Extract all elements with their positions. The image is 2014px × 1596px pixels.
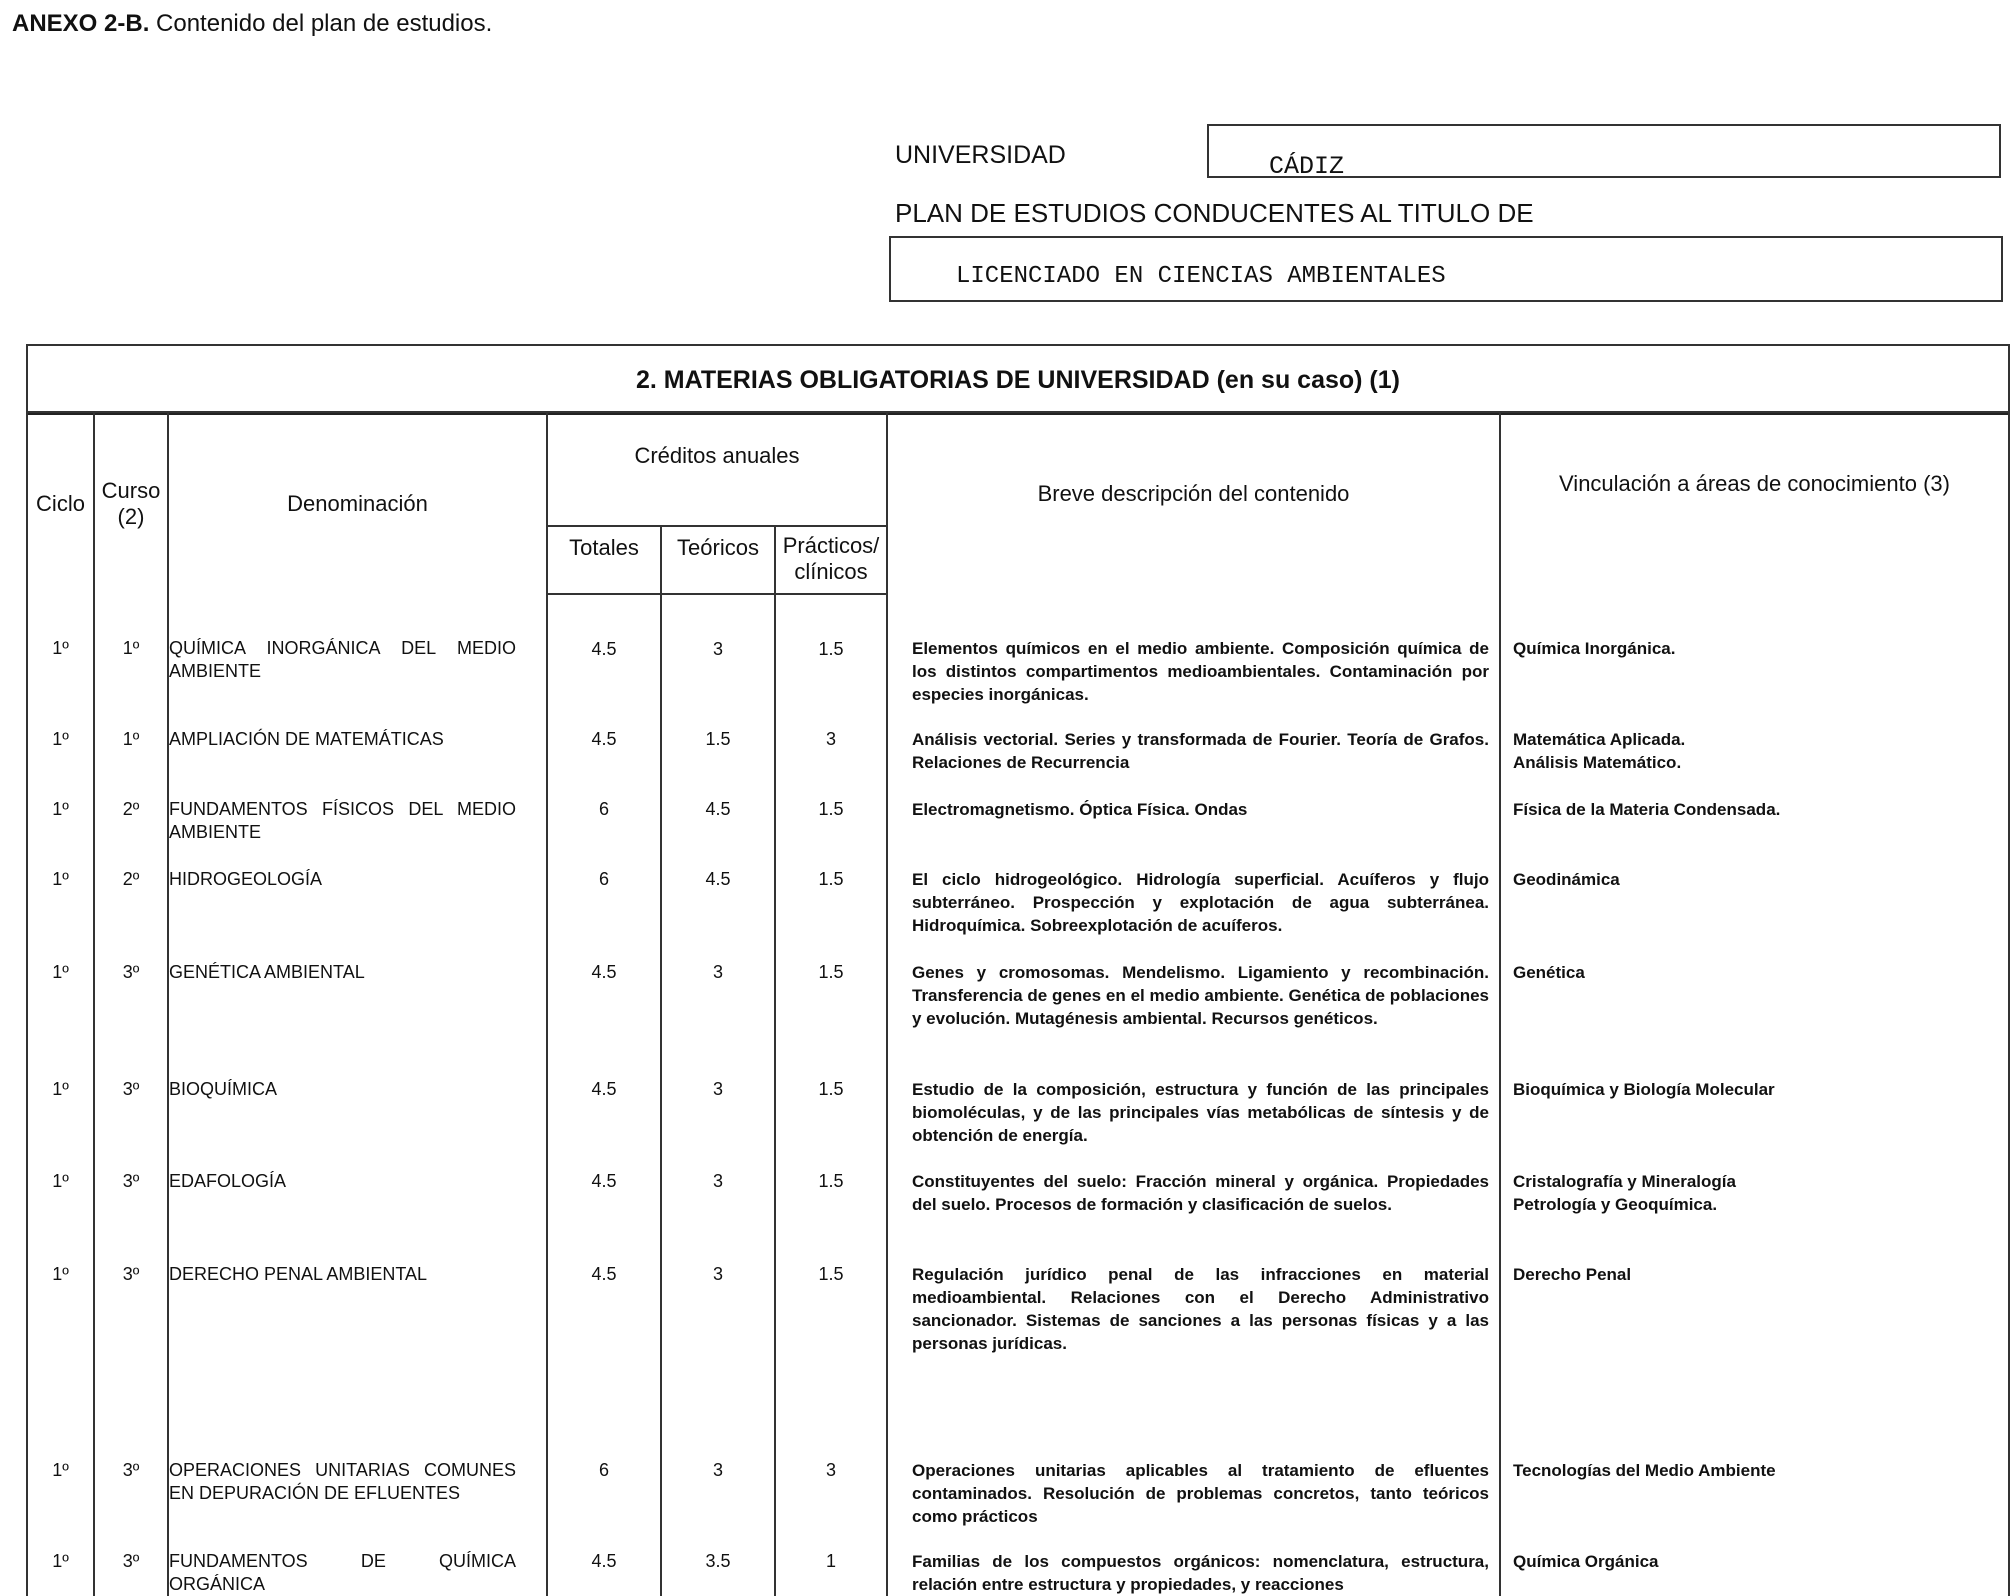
- cell-area: Física de la Materia Condensada.: [1500, 776, 2009, 846]
- col-totales: Totales: [547, 526, 661, 594]
- cell-practicos: 1.5: [775, 1241, 887, 1391]
- table-row: [27, 594, 2009, 706]
- col-descripcion: Breve descripción del contenido: [887, 412, 1500, 594]
- cell-denominacion: QUÍMICA INORGÁNICA DEL MEDIO AMBIENTE: [168, 594, 547, 706]
- table-row: [27, 706, 2009, 776]
- cell-descripcion: Electromagnetismo. Óptica Física. Ondas: [887, 776, 1500, 846]
- plan-label: PLAN DE ESTUDIOS CONDUCENTES AL TITULO DE: [895, 198, 1534, 228]
- col-vinculacion: Vinculación a áreas de conocimiento (3): [1500, 412, 2009, 594]
- section-title: 2. MATERIAS OBLIGATORIAS DE UNIVERSIDAD (en su caso) (1): [636, 366, 1400, 394]
- cell-practicos: 3: [775, 706, 887, 776]
- cell-denominacion: BIOQUÍMICA: [168, 1056, 547, 1148]
- cell-practicos: 1.5: [775, 939, 887, 1056]
- cell-ciclo: 1º: [27, 1241, 94, 1391]
- cell-ciclo: 1º: [27, 706, 94, 776]
- cell-practicos: 1.5: [775, 594, 887, 706]
- cell-totales: 4.5: [547, 594, 661, 706]
- cell-denominacion: FUNDAMENTOS DE QUÍMICA ORGÁNICA: [168, 1528, 547, 1596]
- cell-denominacion: OPERACIONES UNITARIAS COMUNES EN DEPURACIÓN DE EFLUENTES: [168, 1391, 547, 1528]
- cell-curso: 3º: [94, 1056, 168, 1148]
- col-curso: Curso (2): [94, 412, 168, 594]
- cell-totales: 4.5: [547, 1056, 661, 1148]
- annex-heading: [12, 10, 492, 38]
- cell-practicos: 1.5: [775, 776, 887, 846]
- annex-label: ANEXO 2-B.: [12, 10, 150, 37]
- cell-curso: 2º: [94, 846, 168, 939]
- cell-curso: 3º: [94, 1391, 168, 1528]
- table-row: [27, 1056, 2009, 1148]
- cell-descripcion: Estudio de la composición, estructura y función de las principales biomoléculas, y de las principales vías metabólicas de síntesis y de obtención de energía.: [887, 1056, 1500, 1148]
- cell-area: Genética: [1500, 939, 2009, 1056]
- col-ciclo: Ciclo: [27, 412, 94, 594]
- cell-ciclo: 1º: [27, 1391, 94, 1528]
- cell-descripcion: Operaciones unitarias aplicables al tratamiento de efluentes contaminados. Resolución de problemas concretos, tanto teóricos como prácticos: [887, 1391, 1500, 1528]
- cell-area: Bioquímica y Biología Molecular: [1500, 1056, 2009, 1148]
- table-row: [27, 939, 2009, 1056]
- cell-area: Matemática Aplicada. Análisis Matemático.: [1500, 706, 2009, 776]
- degree-value: LICENCIADO EN CIENCIAS AMBIENTALES: [956, 263, 1446, 290]
- cell-teoricos: 3: [661, 939, 775, 1056]
- cell-totales: 4.5: [547, 706, 661, 776]
- cell-teoricos: 4.5: [661, 776, 775, 846]
- cell-descripcion: El ciclo hidrogeológico. Hidrología superficial. Acuíferos y flujo subterráneo. Prospección y explotación de agua subterránea. Hidroquímica. Sobreexplotación de acuíferos.: [887, 846, 1500, 939]
- cell-curso: 3º: [94, 1241, 168, 1391]
- university-label: UNIVERSIDAD: [895, 141, 1066, 169]
- cell-area: Química Orgánica: [1500, 1528, 2009, 1596]
- cell-area: Cristalografía y Mineralogía Petrología y Geoquímica.: [1500, 1148, 2009, 1241]
- cell-practicos: 1.5: [775, 1148, 887, 1241]
- cell-teoricos: 3: [661, 1148, 775, 1241]
- cell-teoricos: 3: [661, 1391, 775, 1528]
- university-value: CÁDIZ: [1269, 152, 1345, 181]
- cell-curso: 3º: [94, 939, 168, 1056]
- cell-ciclo: 1º: [27, 1528, 94, 1596]
- cell-curso: 2º: [94, 776, 168, 846]
- cell-ciclo: 1º: [27, 939, 94, 1056]
- cell-curso: 1º: [94, 594, 168, 706]
- cell-area: Química Inorgánica.: [1500, 594, 2009, 706]
- cell-ciclo: 1º: [27, 776, 94, 846]
- cell-teoricos: 3: [661, 1056, 775, 1148]
- cell-area: Tecnologías del Medio Ambiente: [1500, 1391, 2009, 1528]
- cell-totales: 6: [547, 776, 661, 846]
- table-row: [27, 846, 2009, 939]
- cell-teoricos: 1.5: [661, 706, 775, 776]
- cell-area: Derecho Penal: [1500, 1241, 2009, 1391]
- col-creditos: Créditos anuales: [547, 412, 887, 526]
- cell-totales: 4.5: [547, 1241, 661, 1391]
- table-row: [27, 1528, 2009, 1596]
- cell-descripcion: Constituyentes del suelo: Fracción mineral y orgánica. Propiedades del suelo. Procesos de formación y clasificación de suelos.: [887, 1148, 1500, 1241]
- cell-ciclo: 1º: [27, 594, 94, 706]
- cell-totales: 4.5: [547, 1528, 661, 1596]
- cell-ciclo: 1º: [27, 846, 94, 939]
- cell-curso: 3º: [94, 1148, 168, 1241]
- cell-teoricos: 3: [661, 594, 775, 706]
- col-practicos: Prácticos/ clínicos: [775, 526, 887, 594]
- university-field: [1207, 124, 2001, 181]
- cell-practicos: 3: [775, 1391, 887, 1528]
- degree-field: [889, 236, 2003, 302]
- cell-teoricos: 3.5: [661, 1528, 775, 1596]
- annex-text: Contenido del plan de estudios.: [156, 10, 493, 37]
- cell-descripcion: Familias de los compuestos orgánicos: nomenclatura, estructura, relación entre estructura y propiedades, y reacciones: [887, 1528, 1500, 1596]
- cell-ciclo: 1º: [27, 1148, 94, 1241]
- table-row: [27, 1391, 2009, 1528]
- cell-practicos: 1.5: [775, 846, 887, 939]
- cell-descripcion: Elementos químicos en el medio ambiente. Composición química de los distintos compartimentos medioambientales. Contaminación por especies inorgánicas.: [887, 594, 1500, 706]
- cell-denominacion: GENÉTICA AMBIENTAL: [168, 939, 547, 1056]
- cell-ciclo: 1º: [27, 1056, 94, 1148]
- cell-teoricos: 4.5: [661, 846, 775, 939]
- col-teoricos: Teóricos: [661, 526, 775, 594]
- cell-totales: 4.5: [547, 939, 661, 1056]
- table-row: [27, 1148, 2009, 1241]
- cell-denominacion: FUNDAMENTOS FÍSICOS DEL MEDIO AMBIENTE: [168, 776, 547, 846]
- cell-area: Geodinámica: [1500, 846, 2009, 939]
- cell-curso: 1º: [94, 706, 168, 776]
- section-title-box: [26, 344, 2010, 415]
- cell-denominacion: EDAFOLOGÍA: [168, 1148, 547, 1241]
- cell-teoricos: 3: [661, 1241, 775, 1391]
- col-denominacion: Denominación: [168, 412, 547, 594]
- cell-descripcion: Regulación jurídico penal de las infracciones en material medioambiental. Relaciones con el Derecho Administrativo sancionador. Sistemas de sanciones a las personas físicas y a las personas jurídicas.: [887, 1241, 1500, 1391]
- cell-totales: 6: [547, 846, 661, 939]
- cell-denominacion: AMPLIACIÓN DE MATEMÁTICAS: [168, 706, 547, 776]
- subjects-table: [26, 411, 2010, 1596]
- cell-descripcion: Análisis vectorial. Series y transformada de Fourier. Teoría de Grafos. Relaciones de Recurrencia: [887, 706, 1500, 776]
- cell-denominacion: HIDROGEOLOGÍA: [168, 846, 547, 939]
- cell-practicos: 1: [775, 1528, 887, 1596]
- cell-denominacion: DERECHO PENAL AMBIENTAL: [168, 1241, 547, 1391]
- cell-totales: 4.5: [547, 1148, 661, 1241]
- cell-totales: 6: [547, 1391, 661, 1528]
- cell-curso: 3º: [94, 1528, 168, 1596]
- table-row: [27, 1241, 2009, 1391]
- cell-practicos: 1.5: [775, 1056, 887, 1148]
- cell-descripcion: Genes y cromosomas. Mendelismo. Ligamiento y recombinación. Transferencia de genes en el medio ambiente. Genética de poblaciones y evolución. Mutagénesis ambiental. Recursos genéticos.: [887, 939, 1500, 1056]
- table-row: [27, 776, 2009, 846]
